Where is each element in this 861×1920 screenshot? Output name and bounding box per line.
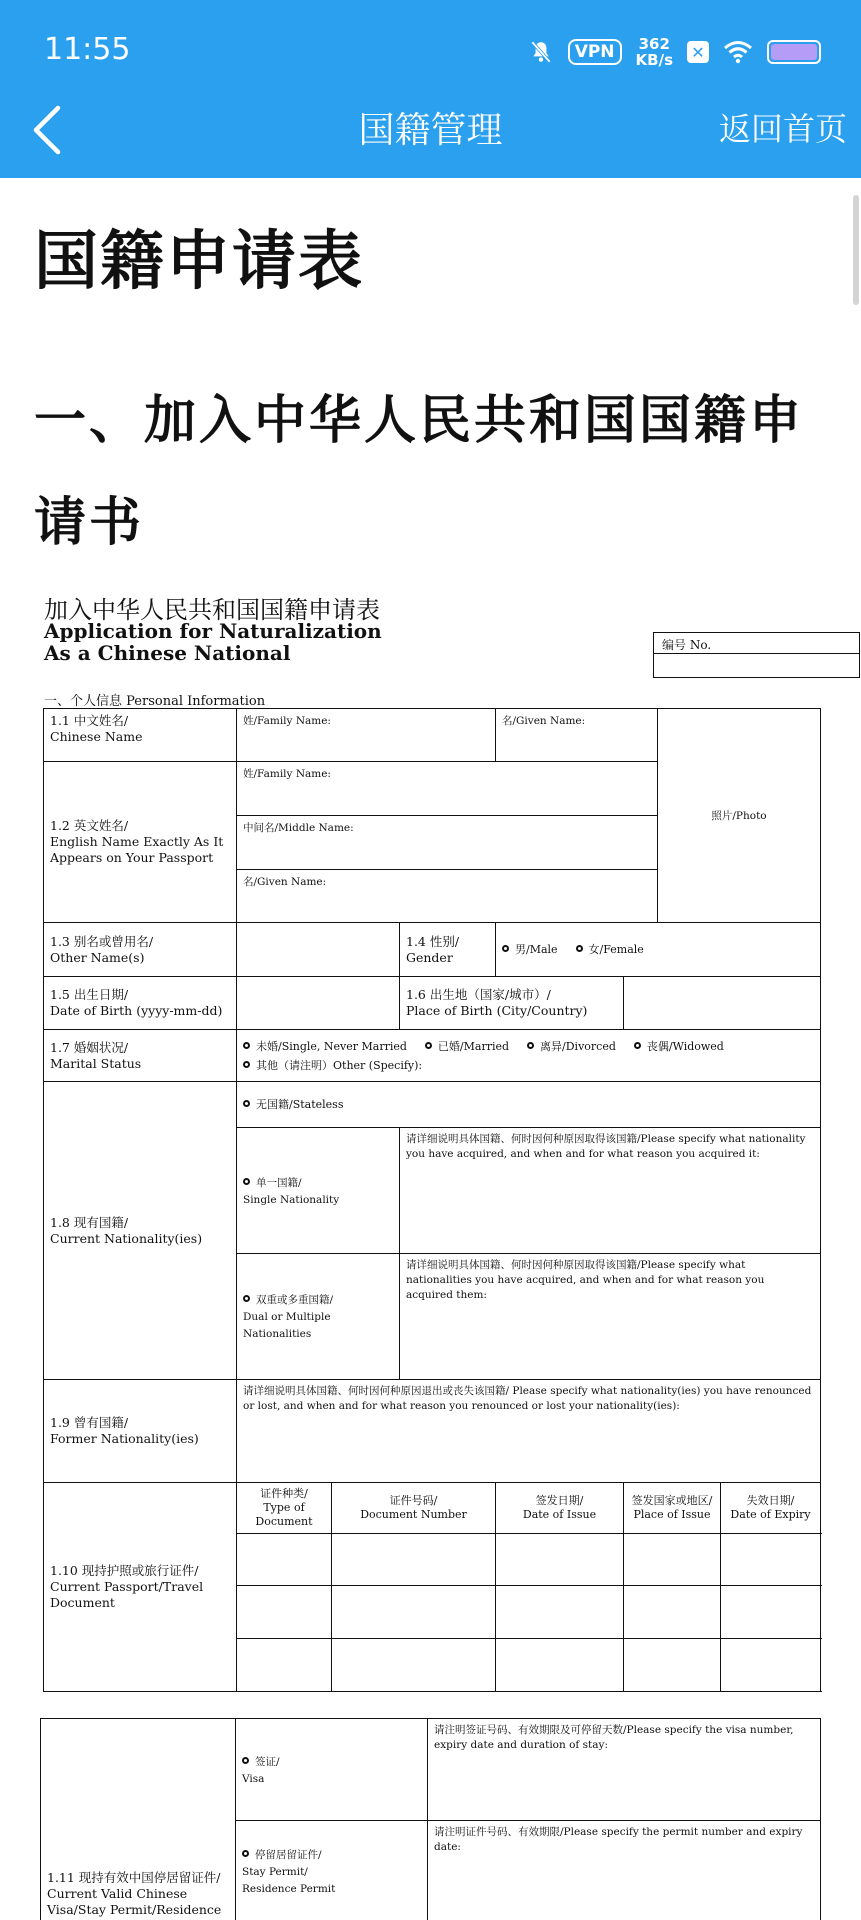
other-option[interactable] — [243, 1057, 422, 1075]
close-box-icon: ✕ — [687, 41, 709, 63]
row-1-7-label: 1.7 婚姻状况/ Marital Status — [44, 1030, 237, 1082]
row-1-4-label: 1.4 性别/ Gender — [400, 923, 496, 977]
stay-permit-table — [40, 1718, 821, 1920]
en-given-name-cell: 名/Given Name: — [237, 870, 658, 923]
stateless-option[interactable] — [237, 1082, 821, 1128]
radio-icon — [634, 1042, 641, 1049]
male-option[interactable] — [502, 942, 558, 958]
widowed-option[interactable] — [634, 1038, 724, 1056]
row-1-3-label: 1.3 别名或曾用名/ Other Name(s) — [44, 923, 237, 977]
status-icons — [528, 32, 821, 72]
scrollbar[interactable] — [853, 195, 859, 305]
male-label: 男/Male — [515, 943, 558, 956]
row-1-5-label: 1.5 出生日期/ Date of Birth (yyyy-mm-dd) — [44, 977, 237, 1030]
other-label: 其他（请注明）Other (Specify): — [256, 1058, 423, 1072]
stay-permit-label: 停留居留证件/ Stay Permit/ Residence Permit — [242, 1849, 336, 1895]
radio-icon — [243, 1295, 250, 1302]
radio-icon — [242, 1757, 249, 1764]
single-nationality-note: 请详细说明具体国籍、何时因何种原因取得该国籍/Please specify what nationality you have acquired, and when and for what reason you acquired it: — [400, 1128, 821, 1254]
nav-bar — [0, 98, 861, 178]
form-title-en-line1: Application for Naturalization — [44, 619, 382, 643]
married-label: 已婚/Married — [437, 1039, 510, 1053]
photo-cell: 照片/Photo — [658, 709, 821, 923]
status-time: 11:55 — [44, 32, 131, 67]
form-number-box — [653, 632, 860, 678]
section-title: 一、加入中华人民共和国国籍申请书 — [34, 391, 805, 553]
battery-level — [771, 44, 817, 60]
radio-icon — [243, 1100, 250, 1107]
doc-col-expiry: 失效日期/ Date of Expiry — [721, 1483, 821, 1534]
speed-unit: KB/s — [635, 51, 673, 69]
radio-icon — [425, 1042, 432, 1049]
single-nationality-label: 单一国籍/ Single Nationality — [243, 1176, 340, 1206]
form-section-label: 一、个人信息 Personal Information — [44, 694, 266, 709]
radio-icon — [243, 1061, 250, 1068]
form-title-en-line2: As a Chinese National — [44, 641, 291, 665]
stateless-label: 无国籍/Stateless — [256, 1098, 344, 1111]
network-speed — [636, 36, 673, 68]
nav-title: 国籍管理 — [358, 110, 503, 151]
row-1-6-label: 1.6 出生地（国家/城市）/ Place of Birth (City/Country) — [400, 977, 624, 1030]
middle-name-cell: 中间名/Middle Name: — [237, 816, 658, 870]
doc-col-place: 签发国家或地区/ Place of Issue — [624, 1483, 721, 1534]
former-nationality-note: 请详细说明具体国籍、何时因何种原因退出或丧失该国籍/ Please specify what nationality(ies) you have renounced or lost, and when and for what reason you renounced or lost your nationality(ies): — [237, 1380, 821, 1483]
visa-label: 签证/ Visa — [242, 1755, 280, 1785]
female-option[interactable] — [576, 942, 644, 958]
back-button[interactable] — [30, 100, 80, 160]
chevron-left-icon — [30, 100, 80, 160]
radio-icon — [576, 945, 583, 952]
radio-icon — [243, 1042, 250, 1049]
single-nationality-option[interactable] — [237, 1128, 400, 1254]
doc-col-issue-date: 签发日期/ Date of Issue — [496, 1483, 624, 1534]
visa-note: 请注明签证号码、有效期限及可停留天数/Please specify the visa number, expiry date and duration of stay: — [428, 1719, 821, 1821]
dual-nationality-note: 请详细说明具体国籍、何时因何种原因取得该国籍/Please specify what nationalities you have acquired, and when and for what reason you acquired them: — [400, 1254, 821, 1380]
form-title-en — [44, 620, 382, 664]
marital-options — [237, 1030, 821, 1082]
single-label: 未婚/Single, Never Married — [256, 1039, 407, 1053]
form-number-label: 编号 No. — [662, 638, 712, 652]
speed-value: 362 — [638, 35, 670, 53]
status-bar — [0, 0, 861, 98]
family-name-cell: 姓/Family Name: — [237, 709, 496, 762]
wifi-icon — [723, 40, 753, 64]
radio-icon — [243, 1178, 250, 1185]
divorced-option[interactable] — [527, 1038, 616, 1056]
female-label: 女/Female — [588, 943, 644, 956]
dual-nationality-label: 双重或多重国籍/ Dual or Multiple Nationalities — [243, 1294, 334, 1340]
radio-icon — [242, 1850, 249, 1857]
gender-options — [496, 923, 821, 977]
bell-off-icon — [528, 39, 554, 65]
row-1-10-label: 1.10 现持护照或旅行证件/ Current Passport/Travel Document — [44, 1483, 237, 1692]
stay-permit-option[interactable] — [236, 1821, 428, 1920]
row-1-8-label: 1.8 现有国籍/ Current Nationality(ies) — [44, 1082, 237, 1380]
vpn-icon: VPN — [568, 39, 622, 65]
doc-col-number: 证件号码/ Document Number — [332, 1483, 496, 1534]
form-header — [40, 590, 830, 690]
home-link[interactable]: 返回首页 — [718, 110, 847, 148]
row-1-1-label: 1.1 中文姓名/ Chinese Name — [44, 709, 237, 762]
widowed-label: 丧偶/Widowed — [646, 1039, 724, 1053]
married-option[interactable] — [425, 1038, 509, 1056]
row-1-2-label: 1.2 英文姓名/ English Name Exactly As It Appears on Your Passport — [44, 762, 237, 923]
radio-icon — [527, 1042, 534, 1049]
single-option[interactable] — [243, 1038, 407, 1056]
radio-icon — [502, 945, 509, 952]
divorced-label: 离异/Divorced — [540, 1039, 616, 1053]
row-1-9-label: 1.9 曾有国籍/ Former Nationality(ies) — [44, 1380, 237, 1483]
en-family-name-cell: 姓/Family Name: — [237, 762, 658, 816]
app-header — [0, 0, 861, 178]
visa-option[interactable] — [236, 1719, 428, 1821]
battery-icon — [767, 40, 821, 64]
page-title: 国籍申请表 — [34, 225, 364, 299]
given-name-cell: 名/Given Name: — [496, 709, 658, 762]
stay-permit-note: 请注明证件号码、有效期限/Please specify the permit number and expiry date: — [428, 1821, 821, 1920]
dual-nationality-option[interactable] — [237, 1254, 400, 1380]
application-form-image — [40, 590, 830, 1917]
form-title-cn: 加入中华人民共和国国籍申请表 — [44, 596, 380, 624]
doc-col-type: 证件种类/ Type of Document — [237, 1483, 332, 1534]
row-1-11-label: 1.11 现持有效中国停居留证件/ Current Valid Chinese Visa/Stay Permit/Residence — [41, 1719, 236, 1920]
personal-info-table — [43, 708, 821, 1692]
